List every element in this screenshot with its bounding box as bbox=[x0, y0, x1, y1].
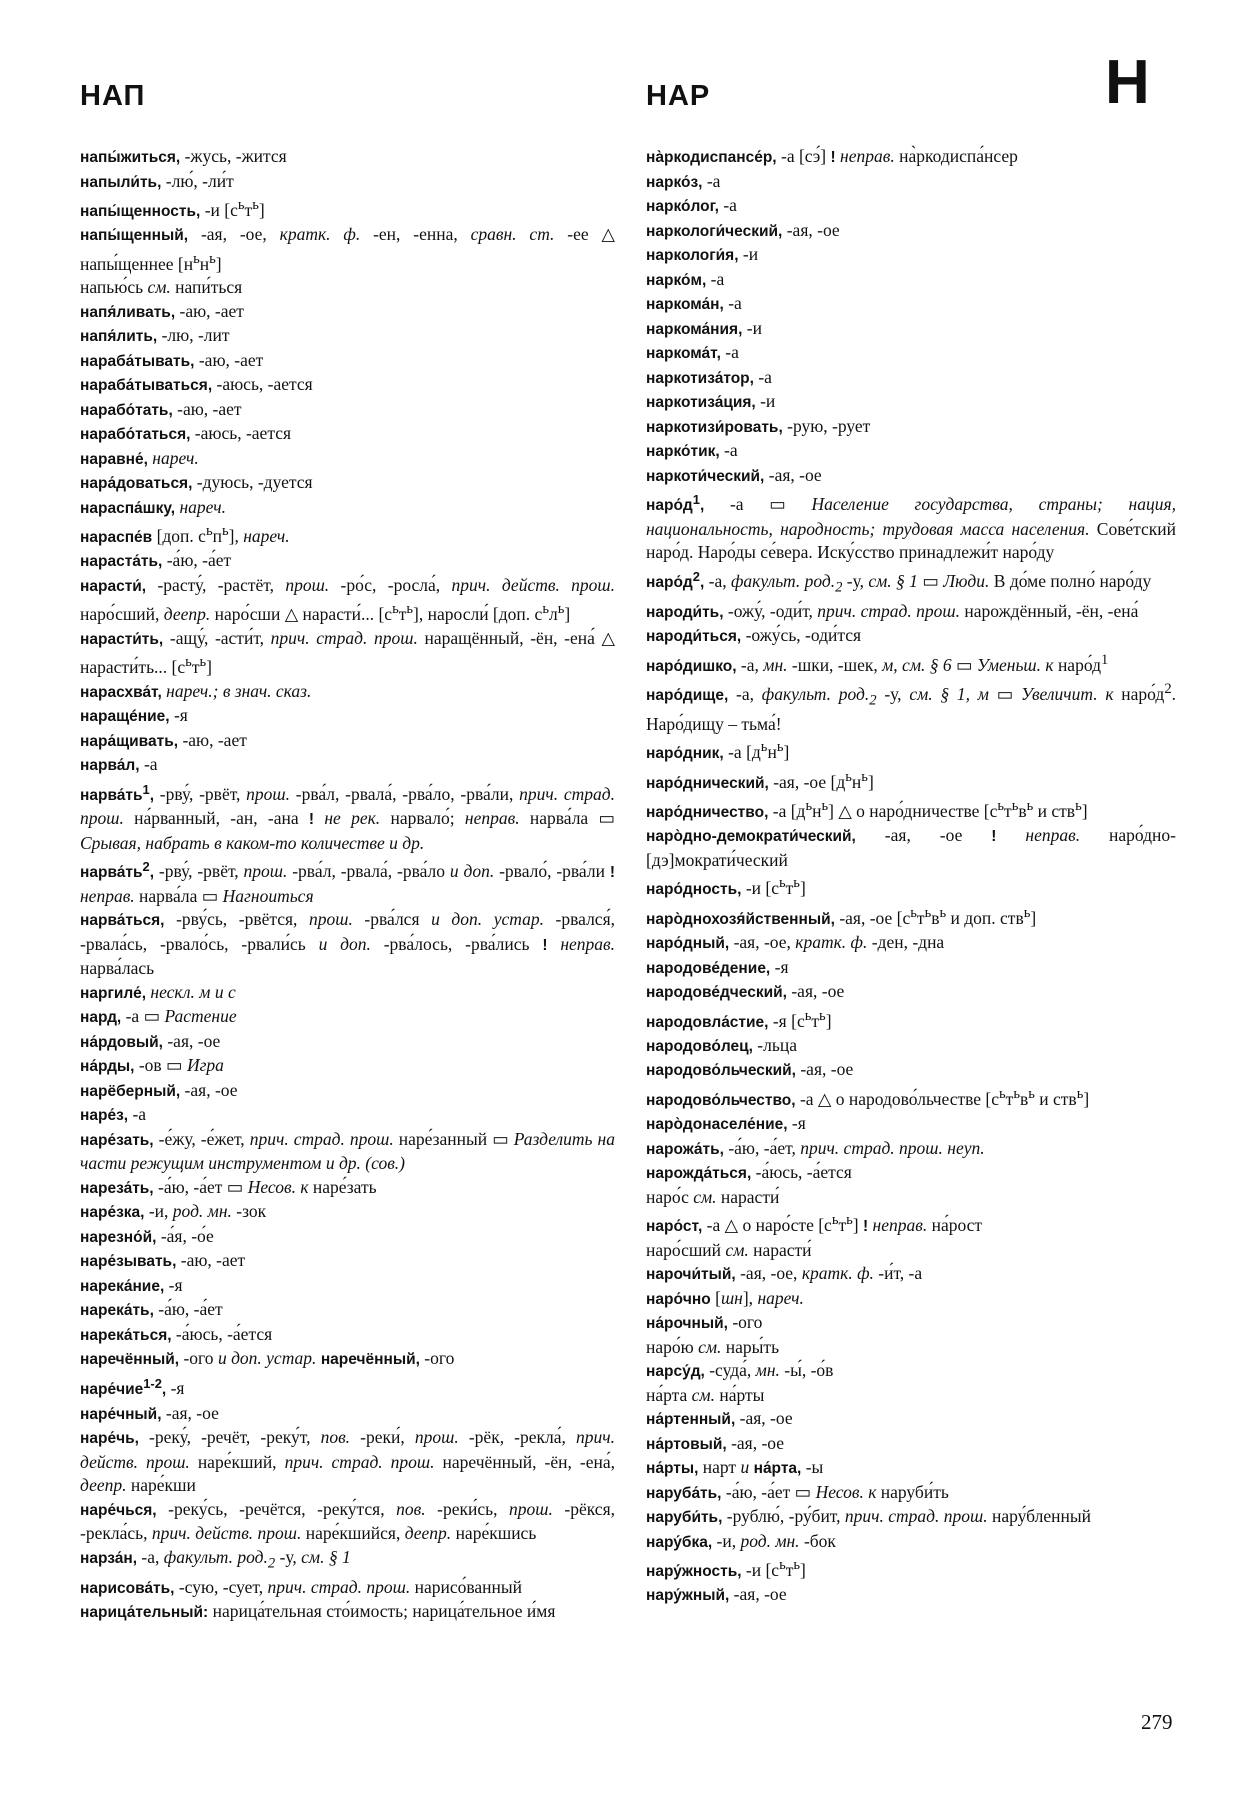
dictionary-entry: наро́с см. нарасти́ bbox=[646, 1186, 780, 1207]
dictionary-entry: наравне́, нареч. bbox=[80, 447, 199, 468]
dictionary-entry: народово́льчество, -а △ о народово́льчестве [$с^ьт^ьв^ь$ и ств$^ь$] bbox=[646, 1085, 1090, 1109]
dictionary-entry: напы́щенность, -и $[с^ьт^ь]$ bbox=[80, 197, 265, 220]
dictionary-entry: на̀ркодиспансе́р, -а [сэ́] ! неправ. на̀ркодиспа́нсер bbox=[646, 146, 1018, 166]
dictionary-entry: наро́дный, -ая, -ое, кратк. ф. -ден, -дна bbox=[646, 932, 945, 953]
dictionary-entry: напя́лить, -лю, -лит bbox=[80, 325, 230, 346]
dictionary-entry: наре́зать, -е́жу, -е́жет, прич. страд. прош. наре́занный ▭ Разделить на части режущим инструментом и др. (сов.) bbox=[80, 1128, 615, 1174]
dictionary-entry: нарасти́, -расту́, -растёт, прош. -ро́с, -росла́, прич. действ. прош. наро́сший, деепр. наро́сши △ нарасти́... $[с^ьт^ь]$, наросли́ [доп. $с^ьл^ь$] bbox=[80, 574, 615, 625]
dictionary-entry: нару́жный, -ая, -ое bbox=[646, 1584, 787, 1605]
dictionary-entry: наро́дишко, -а, мн. -шки, -шек, м, см. § 6 ▭ Уменьш. к $наро́д^1$ bbox=[646, 651, 1109, 675]
dictionary-entry: наре́чь, -реку́, -речёт, -реку́т, пов. -реки́, прош. -рёк, -рекла́, прич. действ. прош. наре́кший, прич. страд. прош. наречённый, -ён, -ена́, деепр. наре́кши bbox=[80, 1427, 616, 1496]
left-guide-word: НАП bbox=[80, 80, 146, 112]
dictionary-entry: $наро́д^2$, -а, факульт. $род._2$ -у, см. § 1 ▭ Люди. В до́ме полно́ наро́ду bbox=[646, 568, 1152, 596]
dictionary-entry: нарека́ться, -а́юсь, -а́ется bbox=[80, 1323, 273, 1344]
dictionary-entry: народово́лец, -льца bbox=[646, 1034, 797, 1055]
section-letter: Н bbox=[1105, 48, 1150, 117]
dictionary-entry: на́рочный, -ого bbox=[646, 1312, 763, 1333]
dictionary-entry: наро́дничество, -а $[д^ьн^ь]$ △ о наро́дничестве [$с^ьт^ьв^ь$ и ств$^ь$] bbox=[646, 798, 1088, 821]
dictionary-entry: на́ртовый, -ая, -ое bbox=[646, 1432, 785, 1453]
page-number: 279 bbox=[1141, 1710, 1173, 1734]
dictionary-entry: народи́ться, -ожу́сь, -оди́тся bbox=[646, 625, 862, 646]
dictionary-entry: нарко́тик, -а bbox=[646, 440, 738, 460]
dictionary-entry: нару́бка, -и, род. мн. -бок bbox=[646, 1530, 836, 1551]
dictionary-entry: нараба́тываться, -аюсь, -ается bbox=[80, 374, 313, 395]
dictionary-entry: нараста́ть, -а́ю, -а́ет bbox=[80, 550, 232, 571]
dictionary-entry: нарасти́ть, -ащу́, -асти́т, прич. страд. прош. наращённый, -ён, -ена́ △ нарасти́ть... $[с^ьт^ь]$ bbox=[80, 627, 615, 678]
dictionary-entry: нарва́л, -а bbox=[80, 754, 158, 775]
left-column bbox=[80, 145, 615, 1625]
dictionary-entry: нареза́ть, -а́ю, -а́ет ▭ Несов. к наре́зать bbox=[80, 1176, 377, 1197]
dictionary-entry: $нарва́ть^1$, -рву́, -рвёт, прош. -рва́л, -рвала́, -рва́ло, -рва́ли, прич. страд. прош. на́рванный, -ан, -ана ! не рек. нарвало́; неправ. нарва́ла ▭ Срывая, набрать в каком-то количестве и др. bbox=[80, 781, 616, 853]
dictionary-entry: наруби́ть, -рублю́, -ру́бит, прич. страд. прош. нару́бленный bbox=[646, 1506, 1091, 1527]
dictionary-entry: нараспа́шку, нареч. bbox=[80, 496, 226, 517]
dictionary-entry: нарасхва́т, нареч.; в знач. сказ. bbox=[80, 680, 312, 701]
dictionary-entry: нарко́лог, -а bbox=[646, 195, 737, 215]
dictionary-entry: наркотиза́ция, -и bbox=[646, 391, 776, 411]
dictionary-entry: на́рдовый, -ая, -ое bbox=[80, 1030, 221, 1051]
dictionary-entry: наро́дник, -а $[д^ьн^ь]$ bbox=[646, 739, 790, 763]
dictionary-entry: народове́дение, -я bbox=[646, 956, 789, 977]
dictionary-entry: нарабо́тать, -аю, -ает bbox=[80, 398, 242, 419]
dictionary-entry: $наро́д^1$, -а ▭ Население государства, страны; нация, национальность, народность; трудовая масса населения. Сове́тский наро́д. Наро́ды се́вера. Иску́сство принадлежи́т наро́ду bbox=[646, 492, 1176, 563]
dictionary-entry: наро̀днохозя́йственный, -ая, -ое [$с^ьт^ьв^ь$ и доп. ств$^ь$] bbox=[646, 904, 1037, 928]
dictionary-entry: нарека́ние, -я bbox=[80, 1274, 183, 1295]
dictionary-entry: наро́чно [шн], нареч. bbox=[646, 1287, 804, 1308]
dictionary-entry: наре́з, -а bbox=[80, 1104, 147, 1125]
dictionary-entry: напы́житься, -жусь, -жится bbox=[80, 146, 287, 166]
dictionary-entry: нарожа́ть, -а́ю, -а́ет, прич. страд. прош. неуп. bbox=[646, 1137, 985, 1158]
dictionary-entry: наре́чный, -ая, -ое bbox=[80, 1402, 219, 1423]
dictionary-entry: наро́сший см. нарасти́ bbox=[646, 1239, 812, 1260]
dictionary-entry: нарза́н, -а, факульт. $род._2$ -у, см. § 1 bbox=[80, 1546, 351, 1572]
dictionary-entry: нараба́тывать, -аю, -ает bbox=[80, 349, 264, 370]
dictionary-entry: нарисова́ть, -сую, -сует, прич. страд. прош. нарисо́ванный bbox=[80, 1576, 522, 1597]
dictionary-entry: наргиле́, нескл. м и с bbox=[80, 981, 236, 1002]
dictionary-entry: наро́дность, -и $[с^ьт^ь]$ bbox=[646, 875, 806, 899]
dictionary-entry: наро̀донаселе́ние, -я bbox=[646, 1113, 806, 1134]
dictionary-entry: на́рта см. на́рты bbox=[646, 1384, 765, 1405]
right-column bbox=[646, 145, 1176, 1608]
dictionary-entry: нару́жность, -и $[с^ьт^ь]$ bbox=[646, 1557, 806, 1580]
dictionary-entry: наркологи́я, -и bbox=[646, 244, 759, 264]
dictionary-entry: наре́зывать, -аю, -ает bbox=[80, 1250, 246, 1271]
dictionary-entry: наркологи́ческий, -ая, -ое bbox=[646, 219, 840, 240]
dictionary-entry: наркотизи́ровать, -рую, -рует bbox=[646, 415, 871, 436]
dictionary-entry: нарсу́д, -суда́, мн. -ы́, -о́в bbox=[646, 1360, 834, 1381]
dictionary-entry: нара́доваться, -дуюсь, -дуется bbox=[80, 472, 313, 493]
dictionary-entry: наркома́ния, -и bbox=[646, 317, 762, 338]
dictionary-entry: напы́щенный, -ая, -ое, кратк. ф. -ен, -енна, сравн. ст. -ее △ напы́щеннее $[н^ьн^ь]$ bbox=[80, 224, 616, 274]
dictionary-entry: на́рты, нарт и на́рта, -ы bbox=[646, 1457, 824, 1478]
dictionary-entry: наркома́т, -а bbox=[646, 342, 739, 362]
dictionary-entry: наре́чие$^{1-2}$, -я bbox=[80, 1375, 185, 1399]
dictionary-entry: наре́чься, -реку́сь, -речётся, -реку́тся, пов. -реки́сь, прош. -рёкся, -рекла́сь, прич. действ. прош. наре́кшийся, деепр. наре́кшись bbox=[80, 1498, 615, 1544]
dictionary-entry: $нарва́ть^2$, -рву́, -рвёт, прош. -рва́л, -рвала́, -рва́ло и доп. -рвало́, -рва́ли ! неправ. нарва́ла ▭ Нагноиться bbox=[80, 859, 615, 906]
dictionary-entry: наро́ю см. нары́ть bbox=[646, 1336, 780, 1357]
dictionary-entry: наро́днический, -ая, -ое $[д^ьн^ь]$ bbox=[646, 768, 874, 792]
dictionary-entry: напыли́ть, -лю́, -ли́т bbox=[80, 170, 234, 191]
dictionary-entry: нара́щивать, -аю, -ает bbox=[80, 729, 247, 750]
dictionary-entry: народовла́стие, -я $[с^ьт^ь]$ bbox=[646, 1007, 832, 1031]
dictionary-entry: нарва́ться, -рву́сь, -рвётся, прош. -рва́лся и доп. устар. -рвался́, -рвала́сь, -рвало́сь, -рвали́сь и доп. -рва́лось, -рва́лись ! неправ. нарва́лась bbox=[80, 909, 616, 979]
dictionary-entry: народове́дческий, -ая, -ое bbox=[646, 981, 845, 1002]
dictionary-entry: нарица́тельный: нарица́тельная сто́имость; нарица́тельное и́мя bbox=[80, 1601, 556, 1622]
dictionary-entry: нарабо́таться, -аюсь, -ается bbox=[80, 423, 292, 444]
dictionary-entry: напя́ливать, -аю, -ает bbox=[80, 300, 244, 321]
dictionary-entry: наращéние, -я bbox=[80, 705, 188, 726]
dictionary-entry: наркома́н, -а bbox=[646, 293, 742, 313]
dictionary-entry: напью́сь см. напи́ться bbox=[80, 277, 243, 298]
dictionary-entry: наркоти́ческий, -ая, -ое bbox=[646, 464, 822, 485]
dictionary-entry: наре́зка, -и, род. мн. -зок bbox=[80, 1201, 267, 1222]
dictionary-entry: нарека́ть, -а́ю, -а́ет bbox=[80, 1299, 223, 1320]
dictionary-entry: наречённый, -ого и доп. устар. наречённый, -ого bbox=[80, 1348, 455, 1369]
dictionary-entry: нараспе́в [доп. $с^ьп^ь$], нареч. bbox=[80, 523, 290, 546]
dictionary-entry: нарко́м, -а bbox=[646, 268, 725, 289]
dictionary-entry: нарочи́тый, -ая, -ое, кратк. ф. -и́т, -а bbox=[646, 1263, 923, 1284]
dictionary-entry: народово́льческий, -ая, -ое bbox=[646, 1059, 854, 1080]
dictionary-entry: народи́ть, -ожу́, -оди́т, прич. страд. прош. нарождённый, -ён, -ена́ bbox=[646, 600, 1139, 621]
dictionary-entry: наро́дище, -а, факульт. $род._2$ -у, см. § 1, м ▭ Увеличит. к $наро́д^2$. Наро́дищу – тьма́! bbox=[646, 681, 1176, 734]
dictionary-entry: нарезно́й, -а́я, -о́е bbox=[80, 1225, 214, 1246]
right-guide-word: НАР bbox=[646, 80, 711, 112]
dictionary-entry: наркотиза́тор, -а bbox=[646, 366, 772, 387]
dictionary-entry: на́ртенный, -ая, -ое bbox=[646, 1408, 793, 1429]
dictionary-entry: наро̀дно-демократи́ческий, -ая, -ое ! неправ. наро́дно-[дэ]мократи́ческий bbox=[646, 825, 1177, 870]
dictionary-entry: наро́ст, -а △ о наро́сте $[с^ьт^ь]$ ! неправ. на́рост bbox=[646, 1212, 983, 1236]
dictionary-entry: нарёберный, -ая, -ое bbox=[80, 1079, 238, 1100]
dictionary-entry: нарко́з, -а bbox=[646, 170, 721, 191]
dictionary-entry: на́рды, -ов ▭ Игра bbox=[80, 1055, 224, 1076]
dictionary-entry: нарожда́ться, -а́юсь, -а́ется bbox=[646, 1162, 852, 1183]
dictionary-entry: нард, -а ▭ Растение bbox=[80, 1006, 237, 1027]
dictionary-entry: наруба́ть, -а́ю, -а́ет ▭ Несов. к наруби́ть bbox=[646, 1481, 949, 1502]
